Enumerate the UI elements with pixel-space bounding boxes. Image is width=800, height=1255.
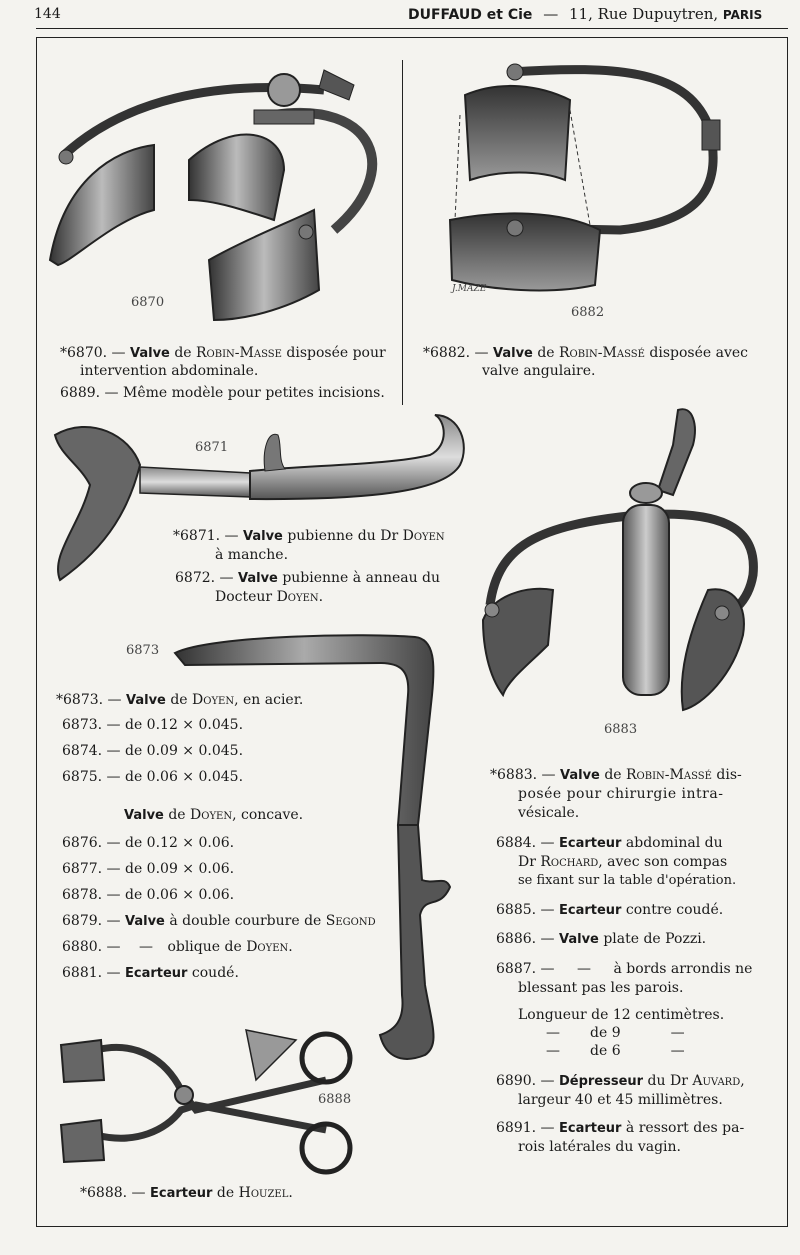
size-row: 6877. — de 0.09 × 0.06.	[62, 861, 235, 877]
size-row: 6876. — de 0.12 × 0.06.	[62, 835, 235, 851]
length-row: — de 6 —	[546, 1043, 685, 1059]
entry-6887-line2: blessant pas les parois.	[518, 980, 684, 996]
entry-6883-line2: posée pour chirurgie intra-	[518, 786, 724, 802]
entry-6872-line1: 6872. — Valve pubienne à anneau du	[175, 570, 441, 586]
entry-6885: 6885. — Ecarteur contre coudé.	[496, 902, 724, 918]
entry-6883-line1: *6883. — Valve de Robin-Massé dis-	[490, 767, 742, 783]
publisher: DUFFAUD et Cie	[408, 7, 533, 23]
length-row: Longueur de 12 centimètres.	[518, 1007, 725, 1023]
figure-6870-robin-masse-valve	[44, 60, 394, 340]
engraver-signature: J.MAZE	[452, 284, 487, 294]
entry-6890-line1: 6890. — Dépresseur du Dr Auvard,	[496, 1073, 745, 1089]
entry-6880: 6880. — — oblique de Doyen.	[62, 939, 293, 955]
entry-6884-line1: 6884. — Ecarteur abdominal du	[496, 835, 723, 851]
header-rule	[36, 28, 788, 29]
size-row: 6878. — de 0.06 × 0.06.	[62, 887, 235, 903]
entry-6891-line1: 6891. — Ecarteur à ressort des pa-	[496, 1120, 745, 1136]
entry-6884-line3: se fixant sur la table d'opération.	[518, 873, 737, 888]
column-divider	[402, 60, 403, 405]
entry-6870-line1: *6870. — Valve de Robin-Masse disposée pour	[60, 345, 386, 361]
entry-6886: 6886. — Valve plate de Pozzi.	[496, 931, 707, 947]
entry-6891-line2: rois latérales du vagin.	[518, 1139, 681, 1155]
figure-label-6871: 6871	[195, 440, 229, 455]
entry-6889: 6889. — Même modèle pour petites incisions.	[60, 385, 385, 401]
figure-label-6882: 6882	[571, 305, 605, 320]
entry-6882-line2: valve angulaire.	[482, 363, 596, 379]
length-row: — de 9 —	[546, 1025, 685, 1041]
header-separator: —	[543, 5, 559, 23]
figure-label-6888: 6888	[318, 1092, 352, 1107]
figure-6882-robin-masse-angular-valve	[440, 60, 740, 300]
entry-6873: *6873. — Valve de Doyen, en acier.	[56, 692, 304, 708]
entry-6871-line1: *6871. — Valve pubienne du Dr Doyen	[173, 528, 445, 544]
figure-label-6870: 6870	[131, 295, 165, 310]
entry-6871-line2: à manche.	[215, 547, 289, 563]
entry-6879: 6879. — Valve à double courbure de Segond	[62, 913, 376, 929]
entry-6870-line2: intervention abdominale.	[80, 363, 259, 379]
entry-6872-line2: Docteur Doyen.	[215, 589, 324, 605]
figure-label-6873: 6873	[126, 643, 160, 658]
entry-6887-line1: 6887. — — à bords arrondis ne	[496, 961, 753, 977]
address: 11, Rue Dupuytren,	[568, 5, 719, 23]
size-row: 6873. — de 0.12 × 0.045.	[62, 717, 244, 733]
figure-6883-robin-masse-intravesical-valve	[478, 405, 768, 715]
entry-6888: *6888. — Ecarteur de Houzel.	[80, 1185, 293, 1201]
entry-6883-line3: vésicale.	[518, 805, 580, 821]
figure-label-6883: 6883	[604, 722, 638, 737]
concave-heading: Valve de Doyen, concave.	[124, 807, 304, 823]
size-row: 6875. — de 0.06 × 0.045.	[62, 769, 244, 785]
entry-6890-line2: largeur 40 et 45 millimètres.	[518, 1092, 723, 1108]
entry-6882-line1: *6882. — Valve de Robin-Massé disposée avec	[423, 345, 748, 361]
city: PARIS	[722, 8, 763, 22]
entry-6884-line2: Dr Rochard, avec son compas	[518, 854, 728, 870]
entry-6881: 6881. — Ecarteur coudé.	[62, 965, 239, 981]
page-number: 144	[34, 6, 61, 22]
running-header	[408, 5, 762, 23]
size-row: 6874. — de 0.09 × 0.045.	[62, 743, 244, 759]
